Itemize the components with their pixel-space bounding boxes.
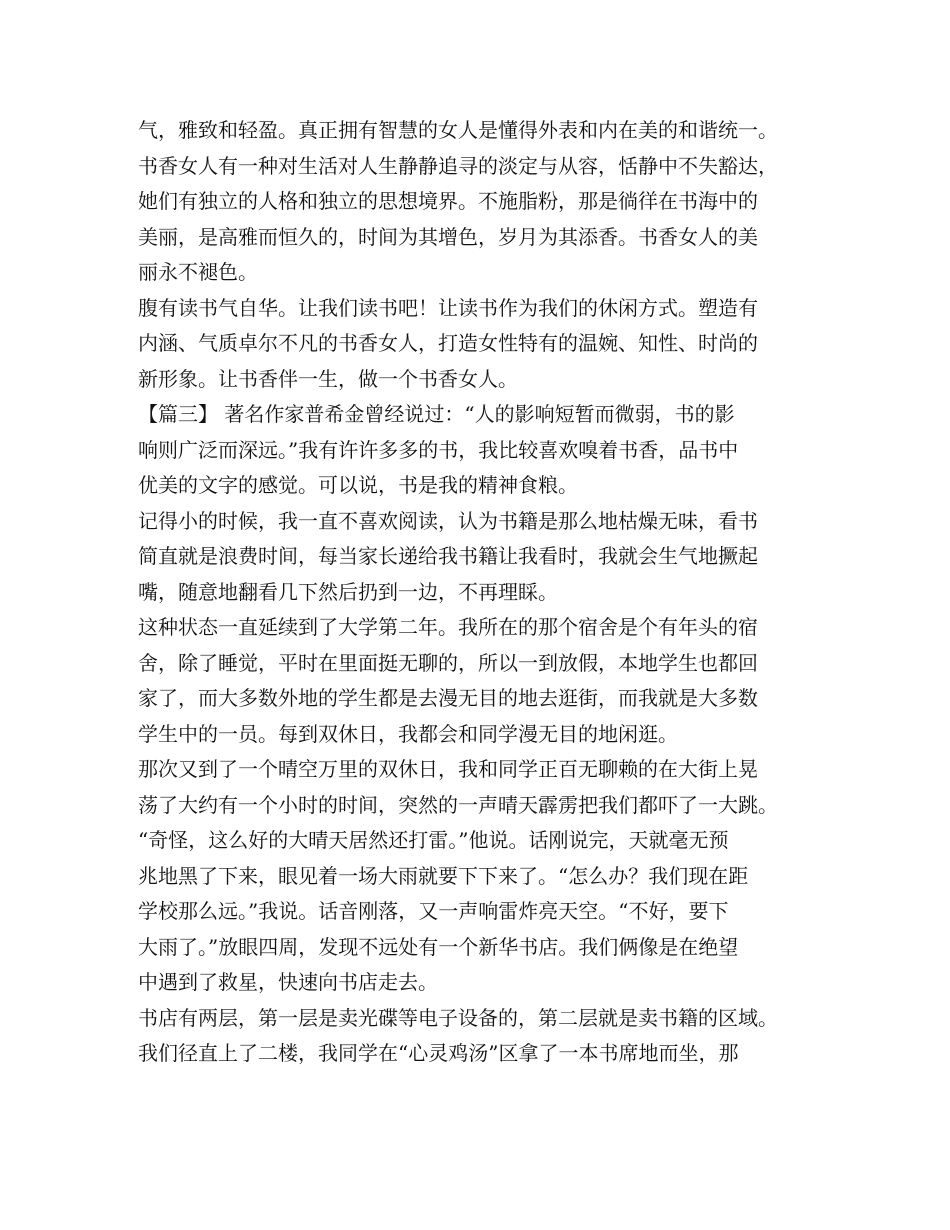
text-line: 书香女人有一种对生活对人生静静追寻的淡定与从容，恬静中不失豁达， (138, 153, 778, 178)
text-line: 她们有独立的人格和独立的思想境界。不施脂粉，那是徜徉在书海中的 (138, 189, 758, 213)
text-line: 优美的文字的感觉。可以说，书是我的精神食粮。 (138, 473, 578, 497)
text-line: 书店有两层，第一层是卖光碟等电子设备的，第二层就是卖书籍的区域。 (138, 1005, 778, 1030)
text-line: 气，雅致和轻盈。真正拥有智慧的女人是懂得外表和内在美的和谐统一。 (138, 118, 778, 142)
text-line: 美丽，是高雅而恒久的，时间为其增色，岁月为其添香。书香女人的美 (138, 224, 758, 249)
text-line: 兆地黑了下来，眼见着一场大雨就要下下来了。“怎么办？我们现在距 (138, 863, 749, 888)
text-line: 新形象。让书香伴一生，做一个书香女人。 (138, 366, 518, 391)
text-line: 那次又到了一个晴空万里的双休日，我和同学正百无聊赖的在大街上晃 (138, 757, 758, 781)
text-line: 中遇到了救星，快速向书店走去。 (138, 970, 438, 994)
text-line: 家了，而大多数外地的学生都是去漫无目的地去逛街，而我就是大多数 (138, 686, 758, 710)
text-line: 我们径直上了二楼，我同学在“心灵鸡汤”区拿了一本书席地而坐，那 (138, 1041, 739, 1065)
text-line: 大雨了。”放眼四周，发现不远处有一个新华书店。我们俩像是在绝望 (138, 934, 739, 959)
text-line: 简直就是浪费时间，每当家长递给我书籍让我看时，我就会生气地撅起 (138, 544, 758, 568)
text-line: 记得小的时候，我一直不喜欢阅读，认为书籍是那么地枯燥无味，看书 (138, 508, 758, 533)
text-line: 嘴，随意地翻看几下然后扔到一边，不再理睬。 (138, 579, 558, 604)
text-line: “奇怪，这么好的大晴天居然还打雷。”他说。话刚说完，天就毫无预 (138, 828, 729, 852)
text-line: 内涵、气质卓尔不凡的书香女人，打造女性特有的温婉、知性、时尚的 (138, 331, 758, 355)
text-line: 腹有读书气自华。让我们读书吧！让读书作为我们的休闲方式。塑造有 (138, 295, 758, 320)
text-line: 舍，除了睡觉，平时在里面挺无聊的，所以一到放假，本地学生也都回 (138, 650, 758, 675)
text-line: 丽永不褪色。 (138, 260, 258, 284)
text-line: 【篇三】 著名作家普希金曾经说过：“人的影响短暂而微弱，书的影 (138, 402, 735, 426)
text-line: 这种状态一直延续到了大学第二年。我所在的那个宿舍是个有年头的宿 (138, 615, 758, 639)
document-body-text (138, 113, 818, 1072)
text-line: 学生中的一员。每到双休日，我都会和同学漫无目的地闲逛。 (138, 721, 678, 746)
text-line: 荡了大约有一个小时的时间，突然的一声晴天霹雳把我们都吓了一大跳。 (138, 792, 778, 817)
text-line: 响则广泛而深远。”我有许许多多的书，我比较喜欢嗅着书香，品书中 (138, 437, 739, 462)
text-line: 学校那么远。”我说。话音刚落，又一声响雷炸亮天空。“不好，要下 (138, 899, 729, 923)
